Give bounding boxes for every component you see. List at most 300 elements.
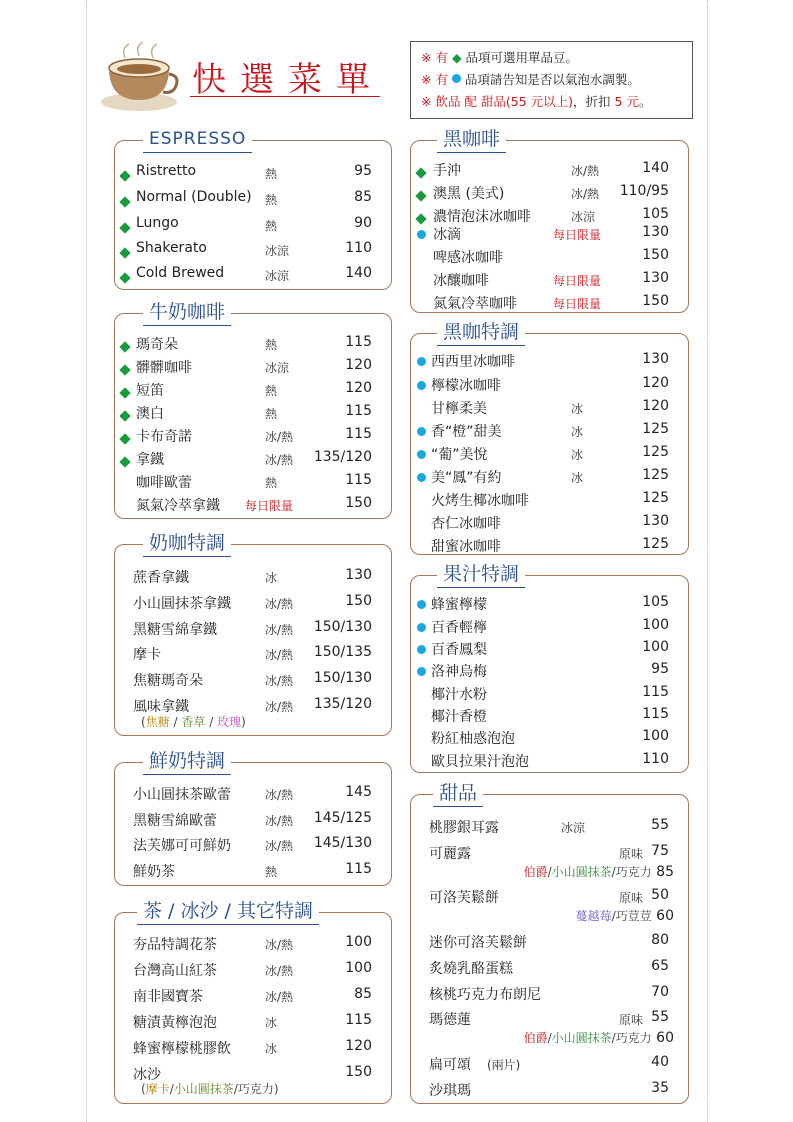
green-diamond-icon [121, 270, 129, 286]
item-price: 125 [642, 490, 669, 506]
item-name: Ristretto [136, 163, 197, 179]
menu-item-row [411, 684, 681, 704]
item-price: 130 [345, 567, 372, 583]
item-price: 115 [345, 1012, 372, 1028]
item-price: 130 [642, 270, 669, 286]
section-title: 果汁特調 [437, 561, 525, 588]
menu-item-row [115, 861, 385, 881]
note-sparkling [421, 69, 692, 91]
item-name: 粉紅柚惑泡泡 [431, 731, 515, 747]
item-price: 135/120 [313, 696, 372, 712]
item-price: 130 [642, 513, 669, 529]
menu-item-row [411, 490, 681, 510]
menu-item-row [115, 810, 385, 830]
variant-earl-grey: 伯爵 [523, 865, 548, 879]
item-name: 咖啡歐蕾 [136, 475, 192, 491]
item-name: 手沖 [433, 163, 461, 179]
menu-item-row [115, 1012, 385, 1032]
green-diamond-icon [121, 194, 129, 210]
note-highlight: (55 元以上) [505, 94, 574, 109]
flavor-caramel: 焦糖 [145, 715, 170, 729]
item-name: 短笛 [136, 383, 164, 399]
item-name: 炙燒乳酪蛋糕 [429, 961, 513, 977]
item-name: 杏仁冰咖啡 [431, 516, 501, 532]
menu-item-row [115, 619, 385, 639]
green-diamond-icon [121, 339, 129, 355]
item-price: 140 [345, 265, 372, 281]
item-name: 百香輕檸 [431, 620, 487, 636]
item-price: 100 [345, 960, 372, 976]
variant-price: 85 [651, 864, 674, 880]
item-temperature: 冰 [571, 471, 584, 485]
menu-item-row [411, 160, 681, 180]
item-price: 95 [651, 661, 669, 677]
blue-dot-icon [417, 448, 426, 464]
item-price: 140 [642, 160, 669, 176]
item-price: 150 [642, 247, 669, 263]
page-title: 快選菜單 [192, 60, 384, 100]
daily-limited-badge: 每日限量 [553, 228, 602, 242]
variant-price: 60 [651, 1030, 674, 1046]
green-diamond-icon [121, 431, 129, 447]
item-name: 瑪奇朵 [136, 337, 178, 353]
menu-item-row [115, 403, 385, 423]
note-discount-amount: 5 元 [614, 94, 639, 109]
item-price: 150/135 [313, 644, 372, 660]
item-name: 美“鳳”有約 [431, 470, 502, 486]
menu-item-row [411, 639, 681, 659]
note-text: 品項可選用單品豆。 [465, 50, 579, 65]
menu-item-row [411, 1080, 681, 1100]
item-name: 椰汁水粉 [431, 687, 487, 703]
item-price: 145/130 [313, 835, 372, 851]
item-temperature: 冰 [265, 571, 278, 585]
menu-item-row [411, 751, 681, 771]
item-price: 150/130 [313, 619, 372, 635]
item-name: 西西里冰咖啡 [431, 354, 515, 370]
menu-item-row [115, 593, 385, 613]
item-price: 115 [642, 684, 669, 700]
item-price: 85 [354, 986, 372, 1002]
item-name: 蜂蜜檸檬 [431, 597, 487, 613]
menu-item-row [411, 536, 681, 556]
item-price: 100 [345, 934, 372, 950]
item-name: 沙琪瑪 [429, 1083, 471, 1099]
item-temperature: 冰/熱 [571, 164, 600, 178]
flavor-chocolate: 巧克力 [237, 1082, 274, 1096]
variant-price: 60 [651, 908, 674, 924]
item-price: 150 [642, 293, 669, 309]
item-name: 台灣高山紅茶 [133, 963, 217, 979]
section-title: 甜品 [433, 780, 483, 807]
menu-item-row [411, 375, 681, 395]
variant-chocolate: 巧克力 [615, 1031, 652, 1045]
menu-item-row [115, 357, 385, 377]
item-name: 摩卡 [133, 647, 161, 663]
item-name: Lungo [136, 215, 179, 231]
menu-item-row [411, 351, 681, 371]
item-temperature: 熱 [265, 167, 278, 181]
menu-item-row [411, 293, 681, 313]
menu-item-row [115, 495, 385, 515]
item-price: 120 [345, 1038, 372, 1054]
item-name: 氮氣冷萃咖啡 [433, 296, 517, 312]
item-name: 椰汁香橙 [431, 709, 487, 725]
item-name: 法芙娜可可鮮奶 [133, 838, 231, 854]
item-name: 蜂蜜檸檬桃膠飲 [133, 1041, 231, 1057]
item-price: 110 [345, 240, 372, 256]
item-price: 125 [642, 444, 669, 460]
item-temperature: 熱 [265, 219, 278, 233]
item-temperature: 冰 [571, 402, 584, 416]
menu-item-row [411, 1054, 681, 1074]
menu-item-row [115, 426, 385, 446]
menu-item-row [115, 1038, 385, 1058]
note-prefix: ※ 飲品 配 甜品 [421, 94, 506, 109]
item-price: 90 [354, 215, 372, 231]
item-price: 150 [345, 1064, 372, 1080]
item-name: 髒髒咖啡 [136, 360, 192, 376]
variant-sub-row: 蔓越莓/巧荳荳 60 [575, 908, 674, 924]
item-temperature: 冰/熱 [265, 597, 294, 611]
menu-item-row [115, 1064, 385, 1084]
item-name: 鮮奶茶 [133, 864, 175, 880]
item-temperature: 熱 [265, 407, 278, 421]
menu-item-row [115, 189, 385, 209]
item-temperature: 冰/熱 [265, 623, 294, 637]
section-fresh-milk [114, 750, 392, 886]
item-price: 40 [651, 1054, 669, 1070]
item-temperature: 冰/熱 [265, 990, 294, 1004]
item-price: 65 [651, 958, 669, 974]
menu-item-row [115, 240, 385, 260]
paren-close: ) [273, 1082, 279, 1096]
menu-item-row [411, 444, 681, 464]
note-prefix: ※ 有 [421, 50, 448, 65]
green-diamond-icon: ◆ [451, 50, 462, 65]
item-temperature: 冰 [265, 1016, 278, 1030]
item-price: 130 [642, 224, 669, 240]
variant-matcha: 小山圓抹茶 [551, 865, 612, 879]
item-temperature: 冰涼 [265, 269, 290, 283]
item-name: 瑪德蓮 [429, 1012, 471, 1028]
notes-box [410, 41, 693, 119]
blue-dot-icon [417, 379, 426, 395]
item-price: 150 [345, 593, 372, 609]
item-name: 蔗香拿鐵 [133, 570, 189, 586]
menu-item-row [115, 670, 385, 690]
item-name: 冰滴 [433, 227, 461, 243]
menu-item-row [115, 567, 385, 587]
item-temperature: 冰涼 [265, 244, 290, 258]
item-price: 145/125 [313, 810, 372, 826]
menu-item-row [411, 661, 681, 681]
menu-item-row [411, 183, 681, 203]
section-title: ESPRESSO [143, 126, 252, 153]
item-name: 可麗露 [429, 846, 471, 862]
item-price: 115 [345, 861, 372, 877]
item-price: 110 [642, 751, 669, 767]
menu-item-row [115, 960, 385, 980]
green-diamond-icon [417, 165, 425, 181]
item-price: 95 [354, 163, 372, 179]
variant-cranberry: 蔓越莓 [575, 909, 612, 923]
section-dessert [410, 782, 689, 1104]
menu-item-row [115, 380, 385, 400]
item-price: 105 [642, 206, 669, 222]
menu-item-row [411, 817, 681, 837]
item-temperature: 冰/熱 [265, 700, 294, 714]
item-temperature: 熱 [265, 476, 278, 490]
item-price: 100 [642, 639, 669, 655]
item-temperature: 冰/熱 [265, 964, 294, 978]
item-name: Cold Brewed [136, 265, 225, 281]
menu-item-row [411, 270, 681, 290]
item-name: 迷你可洛芙鬆餅 [429, 935, 527, 951]
item-temperature: 冰/熱 [265, 453, 294, 467]
blue-dot-icon [417, 621, 426, 637]
item-price: 145 [345, 784, 372, 800]
item-name: 香“橙”甜美 [431, 424, 502, 440]
menu-item-row [411, 398, 681, 418]
item-price: 120 [642, 375, 669, 391]
menu-item-row [411, 1009, 681, 1029]
section-title: 牛奶咖啡 [143, 299, 231, 326]
item-price: 75 [651, 843, 669, 859]
item-name: 檸檬冰咖啡 [431, 378, 501, 394]
menu-item-row [115, 265, 385, 285]
blue-dot-icon [417, 598, 426, 614]
item-temperature: 冰涼 [571, 210, 596, 224]
item-temperature: 冰 [571, 425, 584, 439]
item-temperature: 熱 [265, 193, 278, 207]
item-price: 150/130 [313, 670, 372, 686]
variant-choc-chip: 巧荳荳 [615, 909, 652, 923]
item-name: 拿鐵 [136, 452, 164, 468]
item-price: 115 [345, 334, 372, 350]
item-name: 可洛芙鬆餅 [429, 890, 499, 906]
item-name: 桃膠銀耳露 [429, 820, 499, 836]
menu-item-row [411, 617, 681, 637]
coffee-cup-logo [95, 40, 183, 114]
item-name: 核桃巧克力布朗尼 [429, 987, 541, 1003]
item-name: 氮氣冷萃拿鐵 [136, 498, 220, 514]
item-name: 火烤生椰冰咖啡 [431, 493, 529, 509]
green-diamond-icon [121, 385, 129, 401]
section-juice [410, 563, 689, 773]
item-price: 115 [642, 706, 669, 722]
item-price: 55 [651, 817, 669, 833]
item-price: 80 [651, 932, 669, 948]
item-price: 130 [642, 351, 669, 367]
item-temperature: 熱 [265, 384, 278, 398]
item-name: 歐貝拉果汁泡泡 [431, 754, 529, 770]
item-temperature: 冰/熱 [265, 938, 294, 952]
item-price: 85 [354, 189, 372, 205]
item-name: 冰釀咖啡 [433, 273, 489, 289]
item-name: Normal (Double) [136, 189, 252, 205]
green-diamond-icon [121, 454, 129, 470]
menu-item-row [115, 644, 385, 664]
menu-item-row [411, 247, 681, 267]
menu-item-row [411, 887, 681, 907]
item-name: 黑糖雪綿拿鐵 [133, 622, 217, 638]
item-temperature: 冰/熱 [265, 788, 294, 802]
menu-item-row [411, 706, 681, 726]
section-title: 黑咖啡 [437, 126, 506, 153]
item-name: 卡布奇諾 [136, 429, 192, 445]
variant-chocolate: 巧克力 [615, 865, 652, 879]
item-name: 濃情泡沫冰咖啡 [433, 209, 531, 225]
menu-item-row [411, 843, 681, 863]
menu-item-row [115, 934, 385, 954]
item-name: 澳黑 (美式) [433, 186, 505, 202]
blue-dot-icon [417, 665, 426, 681]
item-temperature: 冰 [265, 1042, 278, 1056]
item-name: 糖漬黃檸泡泡 [133, 1015, 217, 1031]
item-price: 105 [642, 594, 669, 610]
flavor-rose: 玫瑰 [217, 715, 242, 729]
variant-label: 原味 [619, 1013, 644, 1027]
blue-dot-icon [417, 643, 426, 659]
menu-item-row [411, 206, 681, 226]
menu-item-row [115, 696, 385, 716]
green-diamond-icon [417, 188, 425, 204]
green-diamond-icon [121, 220, 129, 236]
item-name: 澳白 [136, 406, 164, 422]
item-name: 啤感冰咖啡 [433, 250, 503, 266]
title-underline [190, 96, 380, 97]
item-temperature: 熱 [265, 865, 278, 879]
section-tea [114, 900, 392, 1104]
green-diamond-icon [121, 362, 129, 378]
menu-item-row [115, 449, 385, 469]
item-price: 125 [642, 467, 669, 483]
variant-label: 原味 [619, 891, 644, 905]
flavor-matcha: 小山圓抹茶 [173, 1082, 234, 1096]
note-single-origin [421, 47, 692, 69]
menu-item-row [411, 728, 681, 748]
item-price: 115 [345, 403, 372, 419]
item-price: 125 [642, 421, 669, 437]
daily-limited-badge: 每日限量 [553, 274, 602, 288]
item-name: 焦糖瑪奇朵 [133, 673, 203, 689]
section-title: 奶咖特調 [143, 530, 231, 557]
green-diamond-icon [121, 168, 129, 184]
item-name: 小山圓抹茶歐蕾 [133, 787, 231, 803]
section-title: 黑咖特調 [437, 319, 525, 346]
item-temperature: 冰/熱 [265, 648, 294, 662]
menu-item-row [411, 467, 681, 487]
section-milk-coffee [114, 301, 392, 519]
daily-limited-badge: 每日限量 [553, 297, 602, 311]
section-title: 茶 / 冰沙 / 其它特調 [137, 898, 319, 925]
item-name: 甜蜜冰咖啡 [431, 539, 501, 555]
item-name: 南非國寶茶 [133, 989, 203, 1005]
flavor-note: (摩卡/小山圓抹茶/巧克力) [141, 1082, 279, 1096]
blue-dot-icon [452, 74, 461, 83]
item-temperature: 熱 [265, 338, 278, 352]
item-price: 125 [642, 536, 669, 552]
item-name: Shakerato [136, 240, 207, 256]
item-price: 100 [642, 617, 669, 633]
menu-item-row [115, 472, 385, 492]
paren-open: ( [141, 1082, 146, 1096]
green-diamond-icon [121, 245, 129, 261]
note-prefix: ※ 有 [421, 72, 448, 87]
item-temperature: 冰涼 [561, 821, 586, 835]
item-price: 120 [345, 380, 372, 396]
item-price: 150 [345, 495, 372, 511]
menu-item-row [115, 163, 385, 183]
item-name: 黑糖雪綿歐蕾 [133, 813, 217, 829]
item-temperature: 冰/熱 [571, 187, 600, 201]
menu-item-row [411, 932, 681, 952]
section-title: 鮮奶特調 [143, 748, 231, 775]
blue-dot-icon [417, 228, 426, 244]
green-diamond-icon [121, 408, 129, 424]
item-price: 115 [345, 472, 372, 488]
flavor-vanilla: 香草 [181, 715, 206, 729]
variant-earl-grey: 伯爵 [523, 1031, 548, 1045]
item-price: 50 [651, 887, 669, 903]
menu-item-row [115, 784, 385, 804]
paren-close: ) [241, 715, 246, 729]
item-name: 洛神烏梅 [431, 664, 487, 680]
item-quantity: (兩片) [487, 1058, 521, 1072]
section-black-coffee [410, 128, 689, 313]
item-name: 冰沙 [133, 1067, 161, 1083]
blue-dot-icon [417, 425, 426, 441]
item-price: 70 [651, 984, 669, 1000]
note-text: 品項請告知是否以氣泡水調製。 [464, 72, 640, 87]
item-price: 120 [642, 398, 669, 414]
blue-dot-icon [417, 471, 426, 487]
flavor-mocha: 摩卡 [145, 1082, 170, 1096]
item-price: 110/95 [619, 183, 669, 199]
menu-item-row [411, 513, 681, 533]
item-name: 夯品特調花茶 [133, 937, 217, 953]
note-suffix: 。 [638, 94, 652, 109]
variant-sub-row: 伯爵/小山圓抹茶/巧克力 85 [523, 864, 674, 880]
item-price: 115 [345, 426, 372, 442]
menu-item-row [115, 986, 385, 1006]
section-black-special [410, 321, 689, 555]
item-temperature: 冰/熱 [265, 814, 294, 828]
item-temperature: 冰涼 [265, 361, 290, 375]
item-price: 100 [642, 728, 669, 744]
item-name: 百香鳳梨 [431, 642, 487, 658]
variant-matcha: 小山圓抹茶 [551, 1031, 612, 1045]
item-name: 甘檸柔美 [431, 401, 487, 417]
item-name: 小山圓抹茶拿鐵 [133, 596, 231, 612]
item-temperature: 冰/熱 [265, 839, 294, 853]
menu-item-row [115, 334, 385, 354]
menu-item-row [411, 421, 681, 441]
item-name: “葡”美悅 [431, 447, 488, 463]
variant-label: 原味 [619, 847, 644, 861]
item-price: 35 [651, 1080, 669, 1096]
paren-open: ( [141, 715, 146, 729]
menu-item-row [411, 984, 681, 1004]
menu-item-row [115, 835, 385, 855]
item-temperature: 冰 [571, 448, 584, 462]
item-temperature: 冰/熱 [265, 674, 294, 688]
daily-limited-badge: 每日限量 [245, 499, 294, 513]
note-text: ，折扣 [573, 94, 611, 109]
item-name: 扁可頌 [429, 1057, 471, 1073]
item-temperature: 冰/熱 [265, 430, 294, 444]
